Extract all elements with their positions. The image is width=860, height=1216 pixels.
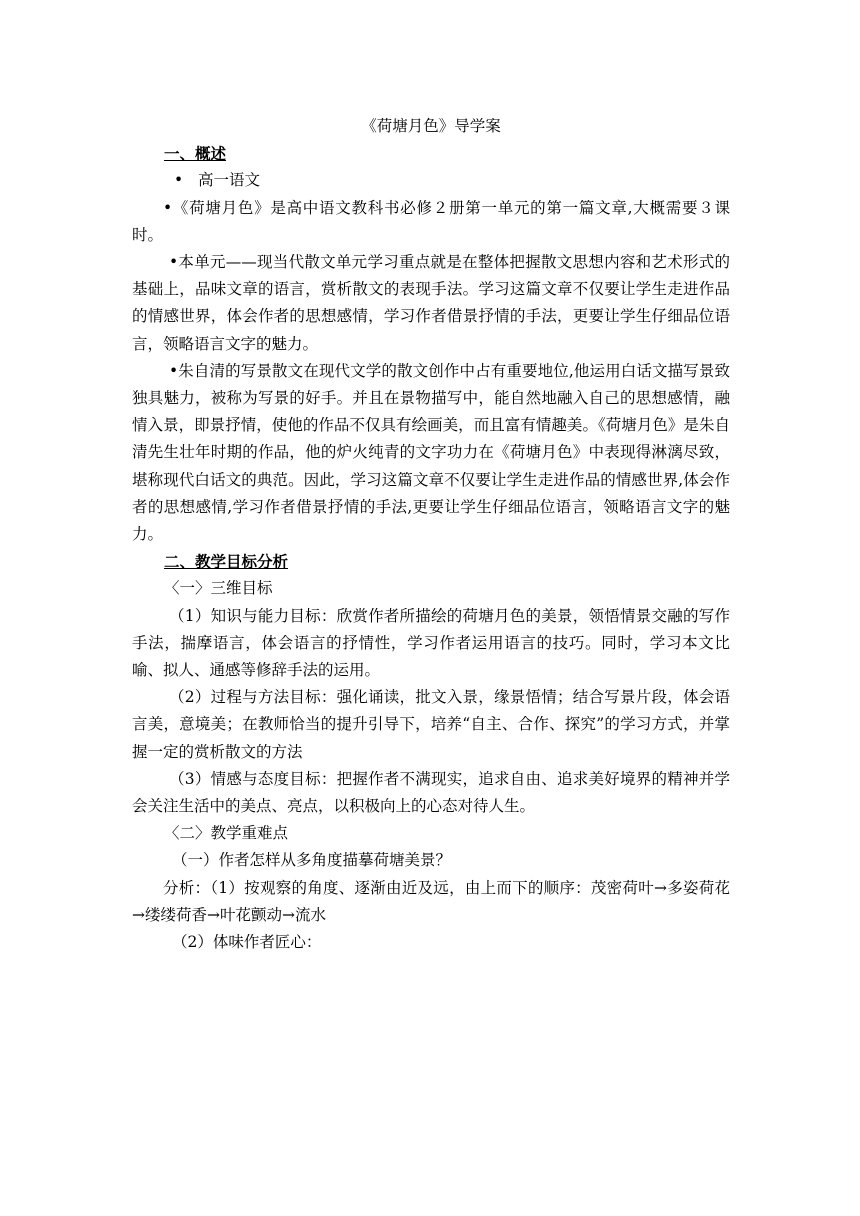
goal-emotion-attitude: （3）情感与态度目标：把握作者不满现实，追求自由、追求美好境界的精神并学会关注生活中的美点、亮点，以积极向上的心态对待人生。 <box>132 769 730 816</box>
section-heading-goals: 二、教学目标分析 <box>164 552 289 572</box>
analysis-paragraph-2: （2）体味作者匠心： <box>172 933 322 952</box>
overview-item-author-style: •朱自清的写景散文在现代文学的散文创作中占有重要地位,他运用白话文描写景致独具魅力，被称为写景的好手。并且在景物描写中，能自然地融入自己的思想感情，融情入景，即景抒情，使他的作品不仅具有绘画美，而且富有情趣美。《荷塘月色》是朱自清先生壮年时期的作品，他的炉火纯青的文字功力在《荷塘月色》中表现得淋漓尽致，堪称现代白话文的典范。因此，学习这篇文章不仅要让学生走进作品的情感世界,体会作者的思想感情,学习作者借景抒情的手法,更要让学生仔细品位语言，领略语言文字的魅力。 <box>132 361 730 544</box>
bullet-icon: • <box>174 171 184 190</box>
subheading-three-dim-goals: 〈一〉三维目标 <box>164 579 273 598</box>
key-question-1: （一）作者怎样从多角度描摹荷塘美景？ <box>172 851 452 870</box>
analysis-paragraph-1: 分析：（1）按观察的角度、逐渐由近及远，由上而下的顺序：茂密荷叶→多姿荷花→缕缕荷香→叶花颤动→流水 <box>132 878 730 924</box>
document-title: 《荷塘月色》导学案 <box>361 117 501 135</box>
subheading-key-points: 〈二〉教学重难点 <box>164 824 289 843</box>
document-body <box>132 113 730 956</box>
overview-item-unit-focus: •本单元——现当代散文单元学习重点就是在整体把握散文思想内容和艺术形式的基础上，品味文章的语言，赏析散文的表现手法。学习这篇文章不仅要让学生走进作品的情感世界，体会作者的思想感情，学习作者借景抒情的手法，更要让学生仔细品位语言，领略语言文字的魅力。 <box>132 253 730 353</box>
overview-item-grade-text: 高一语文 <box>198 171 261 190</box>
goal-process-method: （2）过程与方法目标：强化诵读，批文入景，缘景悟情；结合写景片段，体会语言美，意境美；在教师恰当的提升引导下，培养“自主、合作、探究”的学习方式，并掌握一定的赏析散文的方法 <box>132 688 730 761</box>
goal-knowledge-ability: （1）知识与能力目标：欣赏作者所描绘的荷塘月色的美景，领悟情景交融的写作手法，揣摩语言，体会语言的抒情性，学习作者运用语言的技巧。同时，学习本文比喻、拟人、通感等修辞手法的运用。 <box>132 606 730 680</box>
overview-item-lesson-info: •《荷塘月色》是高中语文教科书必修２册第一单元的第一篇文章,大概需要３课时。 <box>132 198 730 244</box>
overview-item-grade <box>132 167 730 194</box>
section-heading-overview: 一、概述 <box>164 144 227 164</box>
